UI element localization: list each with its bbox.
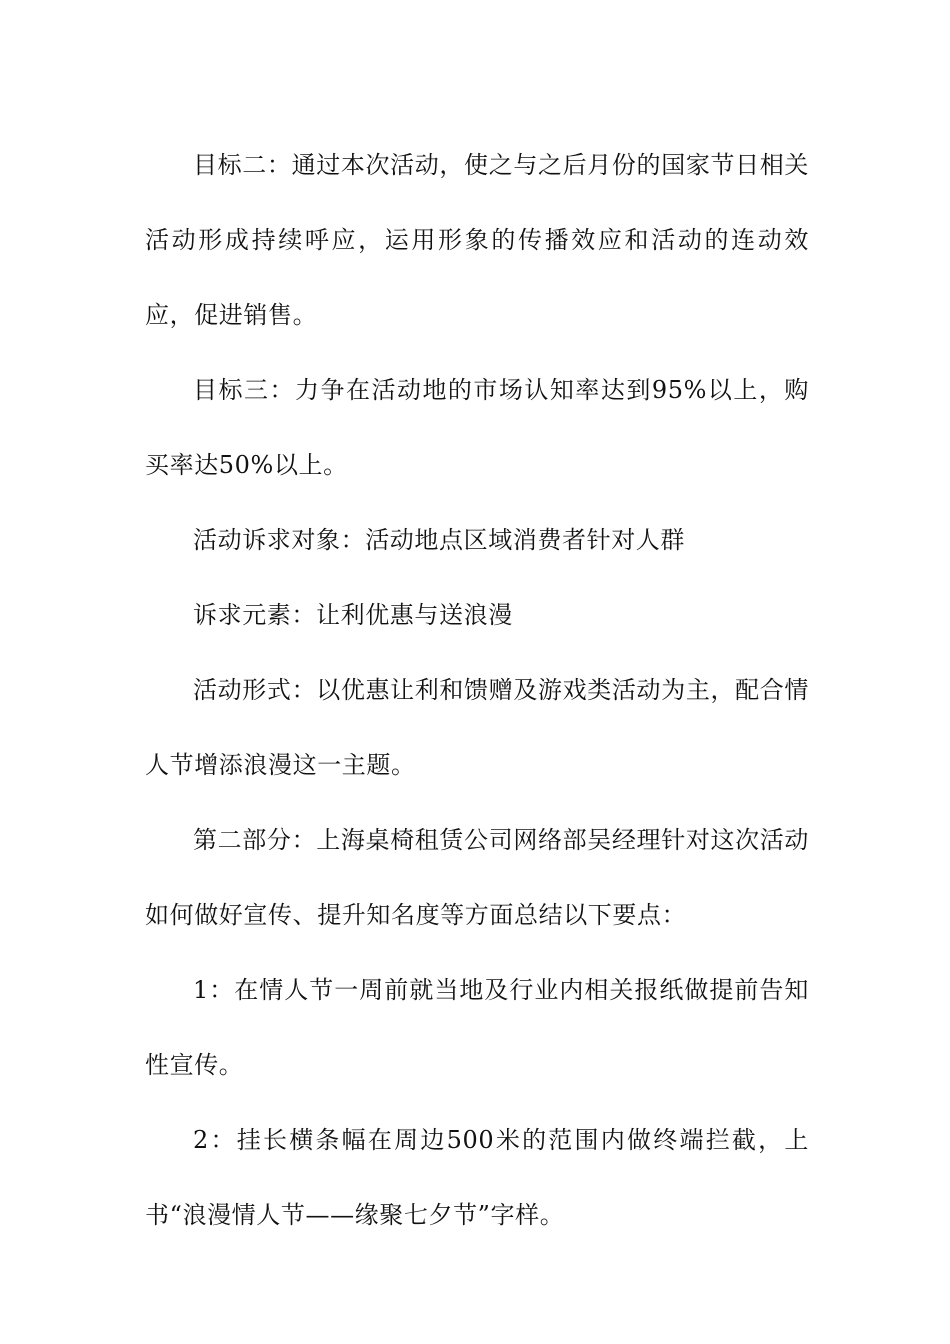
paragraph-goal-two: 目标二：通过本次活动，使之与之后月份的国家节日相关活动形成持续呼应，运用形象的传播效应和活动的连动效应，促进销售。 <box>145 151 809 329</box>
paragraph-target-audience: 活动诉求对象：活动地点区域消费者针对人群 <box>193 526 685 554</box>
paragraph-point-two: 2：挂长横条幅在周边500米的范围内做终端拦截，上书“浪漫情人节——缘聚七夕节”字样。 <box>145 1126 809 1229</box>
paragraph-appeal-elements: 诉求元素：让利优惠与送浪漫 <box>193 601 513 629</box>
paragraph-goal-three: 目标三：力争在活动地的市场认知率达到95%以上，购买率达50%以上。 <box>145 376 809 479</box>
document-body <box>145 128 809 1253</box>
paragraph-part-two: 第二部分：上海桌椅租赁公司网络部吴经理针对这次活动如何做好宣传、提升知名度等方面总结以下要点： <box>145 826 809 929</box>
paragraph-activity-form: 活动形式：以优惠让利和馈赠及游戏类活动为主，配合情人节增添浪漫这一主题。 <box>145 676 809 779</box>
paragraph-point-one: 1：在情人节一周前就当地及行业内相关报纸做提前告知性宣传。 <box>145 976 809 1079</box>
